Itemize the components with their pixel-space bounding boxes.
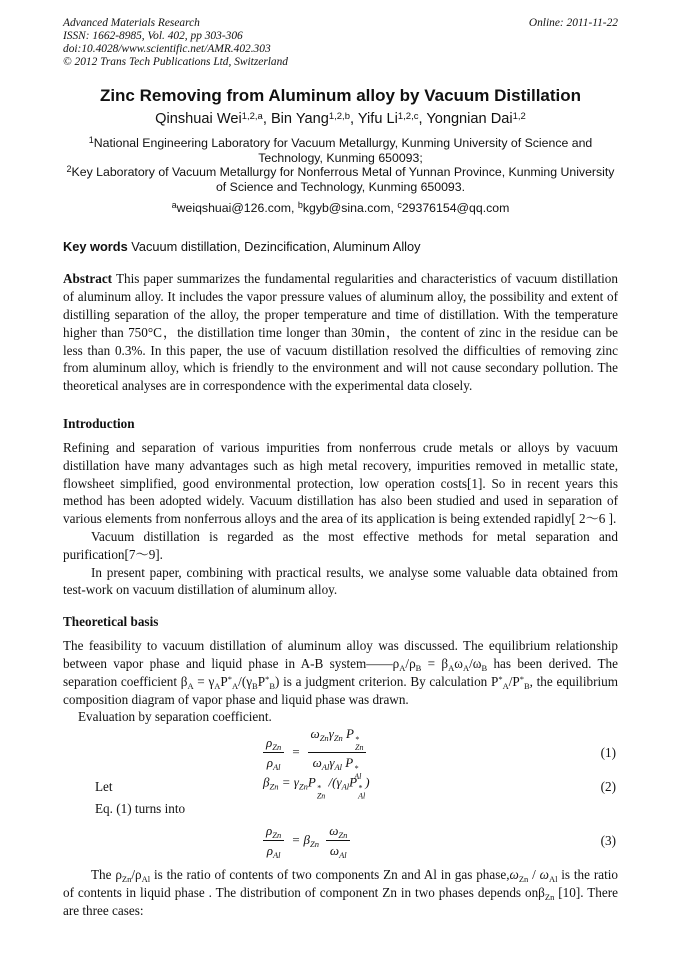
- email-a: $^a$weiqshuai@126.com,: [171, 200, 298, 216]
- theoretical-paragraph: The feasibility to vacuum distillation of aluminum alloy was discussed. The equilibrium relationship between vapor phase and liquid phase in A-B $system——\rho_A/\rho_B = \beta_A\omega_A/\omega_B$ has been derived. The separation coefficient $\beta_A = \gamma_AP^*_A/(\gamma_BP^*_B)$ is a judgment criterion. By calculation $P^*_A/P^*_B$, the equilibrium composition diagram of vapor phase and liquid phase was drawn.: [63, 638, 619, 707]
- issn-line: ISSN: 1662-8985, Vol. 402, pp 303-306: [63, 30, 243, 42]
- section-heading-introduction: Introduction: [63, 415, 135, 431]
- equation-1-lhs-fraction: $\frac{\rho_{Zn}}{\rho_{Al}}$: [263, 735, 284, 771]
- equation-2-number: (2): [600, 779, 616, 795]
- affiliation-1: $^1$National Engineering Laboratory for Vacuum Metallurgy, Kunming University of Science and Technology, Kunming 650093;: [88, 135, 593, 165]
- author: , Yongnian Dai$^{1,2}$: [418, 111, 526, 127]
- authors-line: [63, 110, 618, 129]
- online-date: Online: 2011-11-22: [528, 17, 618, 29]
- author: , Bin Yang$^{1,2,b}$: [262, 111, 350, 127]
- equals-sign: =: [291, 744, 301, 760]
- doi-line: doi:10.4028/www.scientific.net/AMR.402.303: [63, 43, 271, 55]
- paper-title: Zinc Removing from Aluminum alloy by Vacuum Distillation: [99, 86, 582, 105]
- intro-paragraph-1: Refining and separation of various impurities from nonferrous crude metals or alloys by vacuum distillation have many advantages such as high metal recovery, impurities removed in metallic state, flowsheet simplified, good environmental protection, low operation costs[1]. So in recent years this method has been adopted widely. Vacuum distillation has also been studied and used in separation of various elements from nonferrous alloys and the area of its application is being extended rapidly[ 2～6 ].: [63, 439, 618, 527]
- equation-1-rhs-fraction: $\omega_{Zn}\gamma_{Zn}$ P * Zn $\omega_{Al}\gamma_{Al}$ P * Al: [308, 726, 367, 780]
- author: Qinshuai Wei$^{1,2,a}$: [155, 111, 263, 127]
- abstract-paragraph: [63, 270, 618, 395]
- author: , Yifu Li$^{1,2,c}$: [349, 111, 419, 127]
- copyright-line: © 2012 Trans Tech Publications Ltd, Switzerland: [63, 56, 288, 68]
- equation-1-number: (1): [600, 745, 616, 761]
- abstract-label: Abstract: [63, 271, 113, 287]
- keywords-label: Key words: [63, 239, 128, 255]
- email-b: $^b$kgyb@sina.com,: [297, 200, 398, 216]
- equation-3-middle: = $\beta_{Zn}$: [291, 832, 319, 850]
- equation-2-body: $\beta_{Zn} = \gamma_{Zn}P$ * Zn $/(\gamma_{Al}P$ * Al ): [263, 774, 370, 801]
- closing-paragraph: The $\rho_{Zn}/\rho_{Al}$ is the ratio of contents of two components Zn and Al in gas $phase,\omega_{Zn} / \omega_{Al}$ is the ratio of contents in liquid phase . The distribution of component Zn in two phases depends onβ$_{Zn}$ [10]. There are three cases:: [63, 867, 619, 918]
- evaluation-line: Evaluation by separation coefficient.: [78, 709, 272, 725]
- abstract-text: This paper summarizes the fundamental regularities and characteristics of vacuum distillation of aluminum alloy. It includes the vapor pressure values of aluminum alloy, the possibility and extent of distilling separation of the alloy, the proper temperature and time of distillation. With the temperature higher than 750°C，the distillation time longer than 30min，the content of zinc in the residue can be less than 0.3%. In this paper, the use of vacuum distillation resolved the difficulties of removing zinc from aluminum alloy, which is friendly to the environment and will not cause secondary pollution. The theoretical analyses are in correspondence with the experimental data closely.: [63, 271, 618, 394]
- intro-paragraph-3: In present paper, combining with practical results, we analyse some valuable data obtained from test-work on vacuum distillation of aluminum alloy.: [63, 564, 618, 598]
- journal-header: [63, 17, 618, 69]
- intro-paragraph-2: Vacuum distillation is regarded as the most effective methods for metal separation and purification[7～9].: [63, 528, 618, 562]
- keywords-text: Vacuum distillation, Dezincification, Aluminum Alloy: [127, 239, 421, 255]
- keywords-line: [63, 239, 618, 255]
- journal-title: Advanced Materials Research: [63, 17, 200, 29]
- turns-into-label: Eq. (1) turns into: [95, 801, 186, 817]
- equation-3: [63, 818, 618, 864]
- emails-line: [63, 201, 618, 216]
- email-c: $^c$29376154@qq.com: [397, 200, 510, 216]
- equation-3-rhs-fraction: $\frac{\omega_{Zn}}{\omega_{Al}}$: [326, 823, 350, 859]
- affiliation-2: $^2$Key Laboratory of Vacuum Metallurgy for Nonferrous Metal of Yunnan Province, Kunming University of Science and Technology, Kunming 650093.: [66, 164, 615, 194]
- equation-2: [63, 774, 618, 801]
- equation-3-number: (3): [600, 833, 616, 849]
- affiliations: [63, 136, 618, 194]
- let-label: Let: [95, 779, 113, 795]
- equation-1: [63, 726, 618, 781]
- equation-3-lhs-fraction: $\frac{\rho_{Zn}}{\rho_{Al}}$: [263, 823, 284, 859]
- section-heading-theoretical-basis: Theoretical basis: [63, 614, 159, 630]
- journal-header-left: [63, 17, 288, 69]
